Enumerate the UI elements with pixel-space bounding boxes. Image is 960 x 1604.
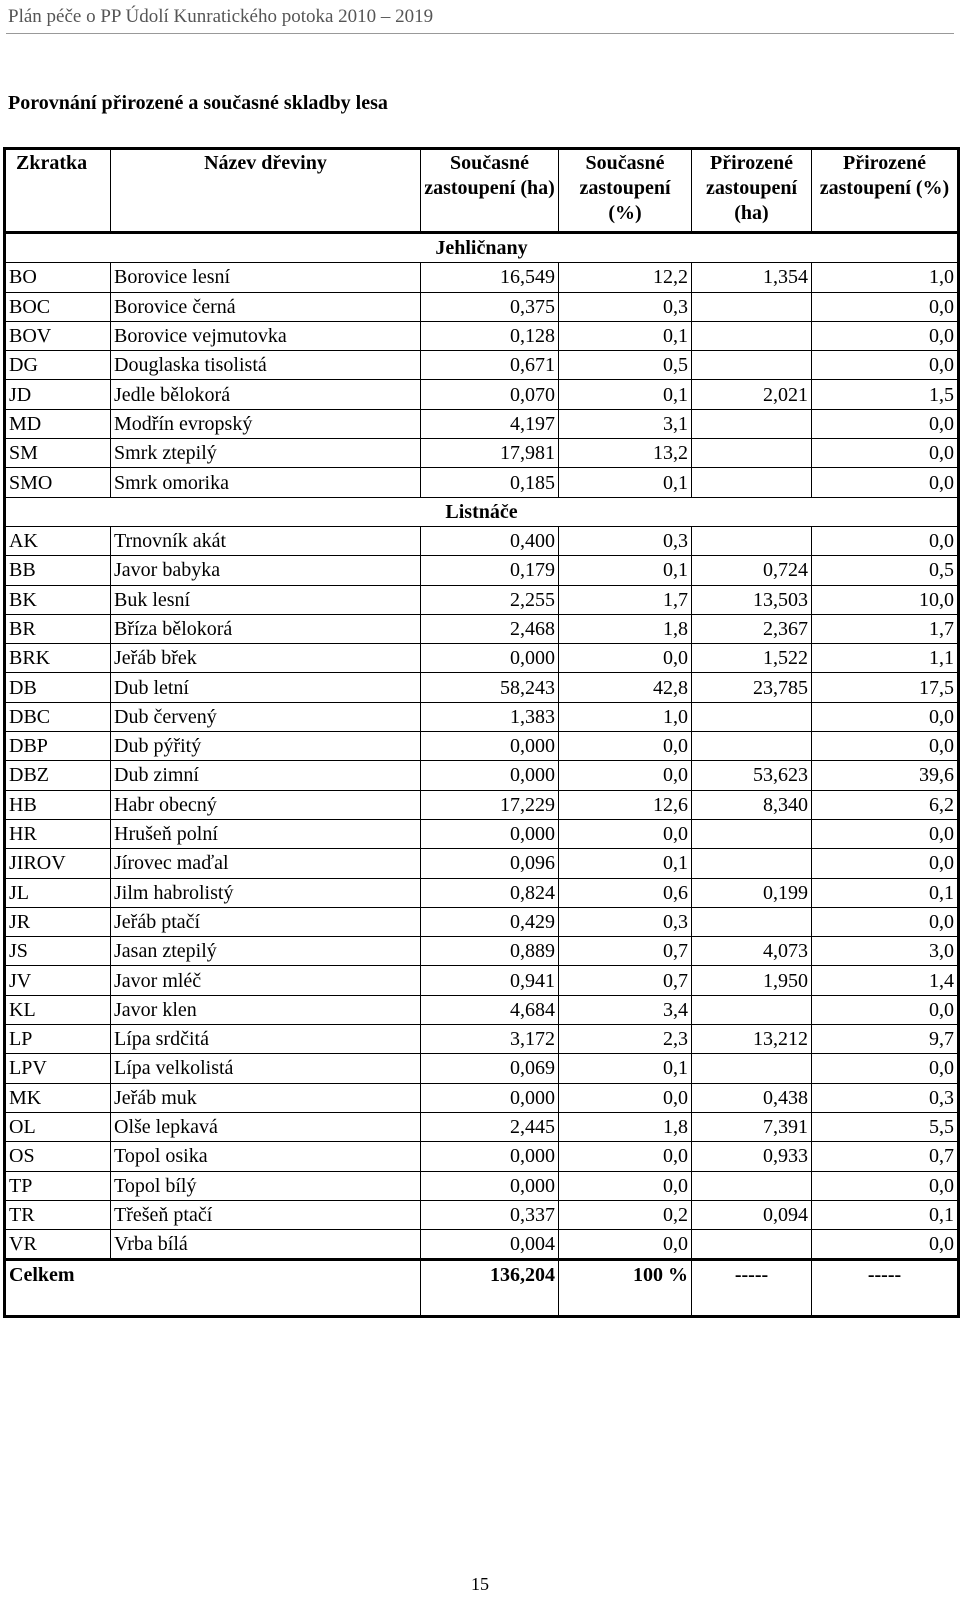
cell-name: Jírovec maďal xyxy=(111,849,421,878)
cell-current-ha: 16,549 xyxy=(421,263,559,292)
cell-natural-ha xyxy=(692,849,812,878)
cell-current-pct: 0,1 xyxy=(559,468,692,497)
cell-code: DG xyxy=(5,351,111,380)
cell-name: Jeřáb ptačí xyxy=(111,907,421,936)
cell-current-ha: 0,000 xyxy=(421,761,559,790)
cell-name: Borovice vejmutovka xyxy=(111,321,421,350)
cell-current-ha: 2,255 xyxy=(421,585,559,614)
cell-natural-ha xyxy=(692,702,812,731)
table-row xyxy=(5,409,959,438)
cell-natural-ha xyxy=(692,819,812,848)
cell-current-ha: 0,375 xyxy=(421,292,559,321)
cell-natural-ha: 8,340 xyxy=(692,790,812,819)
table-row xyxy=(5,380,959,409)
cell-current-ha: 58,243 xyxy=(421,673,559,702)
column-header-natural-pct: Přirozené zastoupení (%) xyxy=(812,149,959,233)
cell-name: Jilm habrolistý xyxy=(111,878,421,907)
cell-natural-pct: 0,1 xyxy=(812,1200,959,1229)
group-label: Listnáče xyxy=(5,497,959,526)
cell-current-pct: 0,7 xyxy=(559,966,692,995)
cell-current-pct: 0,0 xyxy=(559,732,692,761)
table-row xyxy=(5,937,959,966)
species-table-container xyxy=(3,147,957,1318)
cell-natural-ha: 0,438 xyxy=(692,1083,812,1112)
cell-name: Topol osika xyxy=(111,1142,421,1171)
cell-natural-pct: 5,5 xyxy=(812,1112,959,1141)
cell-current-pct: 0,3 xyxy=(559,907,692,936)
cell-natural-ha xyxy=(692,1230,812,1260)
cell-natural-ha xyxy=(692,1054,812,1083)
group-header-row xyxy=(5,233,959,263)
table-row xyxy=(5,644,959,673)
table-row xyxy=(5,995,959,1024)
cell-name: Vrba bílá xyxy=(111,1230,421,1260)
cell-name: Dub červený xyxy=(111,702,421,731)
cell-name: Topol bílý xyxy=(111,1171,421,1200)
cell-natural-pct: 6,2 xyxy=(812,790,959,819)
cell-code: AK xyxy=(5,526,111,555)
cell-current-pct: 1,7 xyxy=(559,585,692,614)
cell-name: Borovice černá xyxy=(111,292,421,321)
cell-current-pct: 0,0 xyxy=(559,1230,692,1260)
cell-name: Smrk omorika xyxy=(111,468,421,497)
cell-code: SMO xyxy=(5,468,111,497)
cell-current-pct: 1,0 xyxy=(559,702,692,731)
table-row xyxy=(5,1112,959,1141)
cell-name: Smrk ztepilý xyxy=(111,439,421,468)
cell-current-ha: 0,000 xyxy=(421,819,559,848)
group-header-row xyxy=(5,497,959,526)
cell-current-pct: 3,4 xyxy=(559,995,692,1024)
cell-natural-ha xyxy=(692,732,812,761)
table-row xyxy=(5,966,959,995)
cell-name: Jasan ztepilý xyxy=(111,937,421,966)
cell-code: TR xyxy=(5,1200,111,1229)
cell-name: Dub letní xyxy=(111,673,421,702)
group-label: Jehličnany xyxy=(5,233,959,263)
cell-current-ha: 3,172 xyxy=(421,1025,559,1054)
table-row xyxy=(5,292,959,321)
species-composition-table xyxy=(3,147,960,1318)
cell-current-pct: 3,1 xyxy=(559,409,692,438)
cell-code: OS xyxy=(5,1142,111,1171)
cell-natural-pct: 0,0 xyxy=(812,526,959,555)
cell-current-ha: 0,824 xyxy=(421,878,559,907)
table-row xyxy=(5,1025,959,1054)
cell-natural-pct: 1,5 xyxy=(812,380,959,409)
cell-name: Dub pýřitý xyxy=(111,732,421,761)
cell-current-pct: 0,6 xyxy=(559,878,692,907)
table-row xyxy=(5,556,959,585)
cell-code: VR xyxy=(5,1230,111,1260)
section-title: Porovnání přirozené a současné skladby lesa xyxy=(8,92,388,114)
table-row xyxy=(5,849,959,878)
cell-code: DB xyxy=(5,673,111,702)
cell-current-pct: 0,0 xyxy=(559,1083,692,1112)
cell-name: Třešeň ptačí xyxy=(111,1200,421,1229)
cell-name: Lípa velkolistá xyxy=(111,1054,421,1083)
table-row xyxy=(5,790,959,819)
cell-current-ha: 0,004 xyxy=(421,1230,559,1260)
cell-natural-ha: 13,212 xyxy=(692,1025,812,1054)
cell-code: SM xyxy=(5,439,111,468)
cell-natural-pct: 9,7 xyxy=(812,1025,959,1054)
cell-code: JIROV xyxy=(5,849,111,878)
table-row xyxy=(5,468,959,497)
cell-natural-ha: 1,522 xyxy=(692,644,812,673)
cell-current-ha: 0,179 xyxy=(421,556,559,585)
cell-name: Javor babyka xyxy=(111,556,421,585)
total-label: Celkem xyxy=(5,1260,421,1317)
table-row xyxy=(5,1230,959,1260)
cell-current-pct: 0,0 xyxy=(559,1142,692,1171)
cell-code: MD xyxy=(5,409,111,438)
cell-current-ha: 0,941 xyxy=(421,966,559,995)
cell-natural-ha xyxy=(692,439,812,468)
table-row xyxy=(5,878,959,907)
cell-current-pct: 12,6 xyxy=(559,790,692,819)
cell-current-pct: 13,2 xyxy=(559,439,692,468)
cell-current-pct: 0,1 xyxy=(559,849,692,878)
cell-code: JR xyxy=(5,907,111,936)
cell-natural-ha: 0,933 xyxy=(692,1142,812,1171)
column-header-name: Název dřeviny xyxy=(111,149,421,233)
cell-name: Borovice lesní xyxy=(111,263,421,292)
table-row xyxy=(5,907,959,936)
cell-current-pct: 0,1 xyxy=(559,1054,692,1083)
cell-natural-pct: 10,0 xyxy=(812,585,959,614)
cell-name: Hrušeň polní xyxy=(111,819,421,848)
cell-current-pct: 0,0 xyxy=(559,1171,692,1200)
table-row xyxy=(5,1171,959,1200)
cell-current-pct: 0,0 xyxy=(559,761,692,790)
cell-current-pct: 0,3 xyxy=(559,526,692,555)
cell-code: JV xyxy=(5,966,111,995)
cell-current-ha: 4,684 xyxy=(421,995,559,1024)
cell-code: LPV xyxy=(5,1054,111,1083)
cell-current-ha: 0,096 xyxy=(421,849,559,878)
cell-current-ha: 0,000 xyxy=(421,644,559,673)
cell-current-ha: 0,889 xyxy=(421,937,559,966)
cell-code: HR xyxy=(5,819,111,848)
cell-current-ha: 0,069 xyxy=(421,1054,559,1083)
cell-code: HB xyxy=(5,790,111,819)
cell-current-pct: 1,8 xyxy=(559,614,692,643)
cell-current-pct: 42,8 xyxy=(559,673,692,702)
cell-name: Dub zimní xyxy=(111,761,421,790)
cell-name: Douglaska tisolistá xyxy=(111,351,421,380)
total-current-ha: 136,204 xyxy=(421,1260,559,1317)
cell-natural-pct: 0,0 xyxy=(812,292,959,321)
cell-current-pct: 0,3 xyxy=(559,292,692,321)
cell-natural-ha xyxy=(692,321,812,350)
cell-current-pct: 0,1 xyxy=(559,556,692,585)
cell-current-ha: 0,070 xyxy=(421,380,559,409)
cell-current-pct: 0,2 xyxy=(559,1200,692,1229)
cell-natural-pct: 39,6 xyxy=(812,761,959,790)
table-row xyxy=(5,585,959,614)
cell-current-ha: 0,000 xyxy=(421,1142,559,1171)
cell-code: DBC xyxy=(5,702,111,731)
cell-current-ha: 2,468 xyxy=(421,614,559,643)
cell-natural-pct: 1,1 xyxy=(812,644,959,673)
cell-natural-pct: 0,0 xyxy=(812,819,959,848)
page-number: 15 xyxy=(471,1574,489,1594)
table-row xyxy=(5,702,959,731)
cell-current-ha: 17,981 xyxy=(421,439,559,468)
table-row xyxy=(5,1054,959,1083)
cell-name: Habr obecný xyxy=(111,790,421,819)
cell-code: BK xyxy=(5,585,111,614)
cell-code: TP xyxy=(5,1171,111,1200)
cell-natural-pct: 0,0 xyxy=(812,732,959,761)
table-row xyxy=(5,614,959,643)
cell-current-pct: 2,3 xyxy=(559,1025,692,1054)
cell-code: LP xyxy=(5,1025,111,1054)
cell-name: Jedle bělokorá xyxy=(111,380,421,409)
table-row xyxy=(5,673,959,702)
table-row xyxy=(5,819,959,848)
cell-name: Modřín evropský xyxy=(111,409,421,438)
cell-current-ha: 0,400 xyxy=(421,526,559,555)
cell-name: Bříza bělokorá xyxy=(111,614,421,643)
cell-natural-ha: 2,367 xyxy=(692,614,812,643)
cell-current-ha: 0,671 xyxy=(421,351,559,380)
header-rule xyxy=(6,33,954,34)
cell-natural-pct: 0,0 xyxy=(812,321,959,350)
cell-natural-pct: 0,0 xyxy=(812,1054,959,1083)
cell-code: MK xyxy=(5,1083,111,1112)
cell-code: OL xyxy=(5,1112,111,1141)
cell-natural-ha: 7,391 xyxy=(692,1112,812,1141)
cell-current-ha: 0,000 xyxy=(421,732,559,761)
cell-natural-ha xyxy=(692,292,812,321)
cell-current-pct: 12,2 xyxy=(559,263,692,292)
cell-natural-ha xyxy=(692,351,812,380)
table-row xyxy=(5,1083,959,1112)
cell-name: Trnovník akát xyxy=(111,526,421,555)
table-row xyxy=(5,1200,959,1229)
cell-natural-pct: 0,0 xyxy=(812,849,959,878)
cell-code: BRK xyxy=(5,644,111,673)
cell-natural-pct: 0,0 xyxy=(812,439,959,468)
cell-current-ha: 0,185 xyxy=(421,468,559,497)
cell-code: KL xyxy=(5,995,111,1024)
cell-natural-ha: 4,073 xyxy=(692,937,812,966)
cell-natural-pct: 0,5 xyxy=(812,556,959,585)
cell-natural-pct: 0,0 xyxy=(812,1171,959,1200)
cell-natural-ha: 1,354 xyxy=(692,263,812,292)
cell-current-ha: 17,229 xyxy=(421,790,559,819)
cell-name: Buk lesní xyxy=(111,585,421,614)
cell-code: BO xyxy=(5,263,111,292)
table-row xyxy=(5,526,959,555)
cell-natural-pct: 17,5 xyxy=(812,673,959,702)
cell-natural-pct: 0,0 xyxy=(812,409,959,438)
cell-natural-pct: 0,0 xyxy=(812,351,959,380)
cell-natural-pct: 0,0 xyxy=(812,1230,959,1260)
cell-natural-pct: 0,0 xyxy=(812,907,959,936)
cell-natural-ha: 23,785 xyxy=(692,673,812,702)
cell-name: Jeřáb břek xyxy=(111,644,421,673)
cell-current-pct: 0,5 xyxy=(559,351,692,380)
cell-natural-pct: 0,0 xyxy=(812,468,959,497)
cell-name: Olše lepkavá xyxy=(111,1112,421,1141)
cell-natural-pct: 0,0 xyxy=(812,702,959,731)
table-row xyxy=(5,351,959,380)
cell-current-pct: 0,7 xyxy=(559,937,692,966)
cell-natural-ha xyxy=(692,1171,812,1200)
cell-natural-ha: 13,503 xyxy=(692,585,812,614)
cell-natural-ha xyxy=(692,409,812,438)
cell-current-pct: 0,0 xyxy=(559,819,692,848)
cell-natural-pct: 0,7 xyxy=(812,1142,959,1171)
cell-current-ha: 4,197 xyxy=(421,409,559,438)
column-header-natural-ha: Přirozené zastoupení (ha) xyxy=(692,149,812,233)
cell-natural-pct: 3,0 xyxy=(812,937,959,966)
cell-code: DBP xyxy=(5,732,111,761)
cell-code: JD xyxy=(5,380,111,409)
cell-natural-pct: 1,0 xyxy=(812,263,959,292)
cell-code: BB xyxy=(5,556,111,585)
cell-natural-pct: 0,3 xyxy=(812,1083,959,1112)
column-header-current-pct: Současné zastoupení (%) xyxy=(559,149,692,233)
cell-natural-ha xyxy=(692,995,812,1024)
cell-code: BOV xyxy=(5,321,111,350)
cell-natural-ha xyxy=(692,468,812,497)
total-natural-ha: ----- xyxy=(692,1260,812,1317)
cell-natural-pct: 1,4 xyxy=(812,966,959,995)
column-header-code: Zkratka xyxy=(5,149,111,233)
cell-natural-ha: 1,950 xyxy=(692,966,812,995)
total-natural-pct: ----- xyxy=(812,1260,959,1317)
cell-name: Jeřáb muk xyxy=(111,1083,421,1112)
cell-current-ha: 0,128 xyxy=(421,321,559,350)
cell-natural-pct: 0,1 xyxy=(812,878,959,907)
cell-natural-ha: 0,724 xyxy=(692,556,812,585)
cell-name: Lípa srdčitá xyxy=(111,1025,421,1054)
table-row xyxy=(5,439,959,468)
total-current-pct: 100 % xyxy=(559,1260,692,1317)
cell-natural-ha: 53,623 xyxy=(692,761,812,790)
cell-natural-pct: 0,0 xyxy=(812,995,959,1024)
cell-current-pct: 1,8 xyxy=(559,1112,692,1141)
cell-natural-ha: 2,021 xyxy=(692,380,812,409)
table-row xyxy=(5,1142,959,1171)
cell-current-ha: 0,000 xyxy=(421,1083,559,1112)
cell-natural-pct: 1,7 xyxy=(812,614,959,643)
column-header-current-ha: Současné zastoupení (ha) xyxy=(421,149,559,233)
total-row xyxy=(5,1260,959,1317)
cell-current-ha: 1,383 xyxy=(421,702,559,731)
cell-current-ha: 0,000 xyxy=(421,1171,559,1200)
cell-natural-ha xyxy=(692,526,812,555)
cell-name: Javor klen xyxy=(111,995,421,1024)
cell-code: DBZ xyxy=(5,761,111,790)
cell-code: JL xyxy=(5,878,111,907)
cell-name: Javor mléč xyxy=(111,966,421,995)
table-row xyxy=(5,761,959,790)
cell-current-ha: 0,429 xyxy=(421,907,559,936)
cell-current-ha: 2,445 xyxy=(421,1112,559,1141)
table-header-row xyxy=(5,149,959,233)
cell-current-pct: 0,1 xyxy=(559,380,692,409)
cell-natural-ha: 0,199 xyxy=(692,878,812,907)
cell-current-pct: 0,1 xyxy=(559,321,692,350)
table-body xyxy=(5,233,959,1260)
cell-code: JS xyxy=(5,937,111,966)
cell-code: BOC xyxy=(5,292,111,321)
table-row xyxy=(5,732,959,761)
cell-natural-ha: 0,094 xyxy=(692,1200,812,1229)
table-row xyxy=(5,321,959,350)
cell-code: BR xyxy=(5,614,111,643)
cell-current-ha: 0,337 xyxy=(421,1200,559,1229)
table-row xyxy=(5,263,959,292)
running-header: Plán péče o PP Údolí Kunratického potoka 2010 – 2019 xyxy=(8,6,434,27)
cell-natural-ha xyxy=(692,907,812,936)
cell-current-pct: 0,0 xyxy=(559,644,692,673)
